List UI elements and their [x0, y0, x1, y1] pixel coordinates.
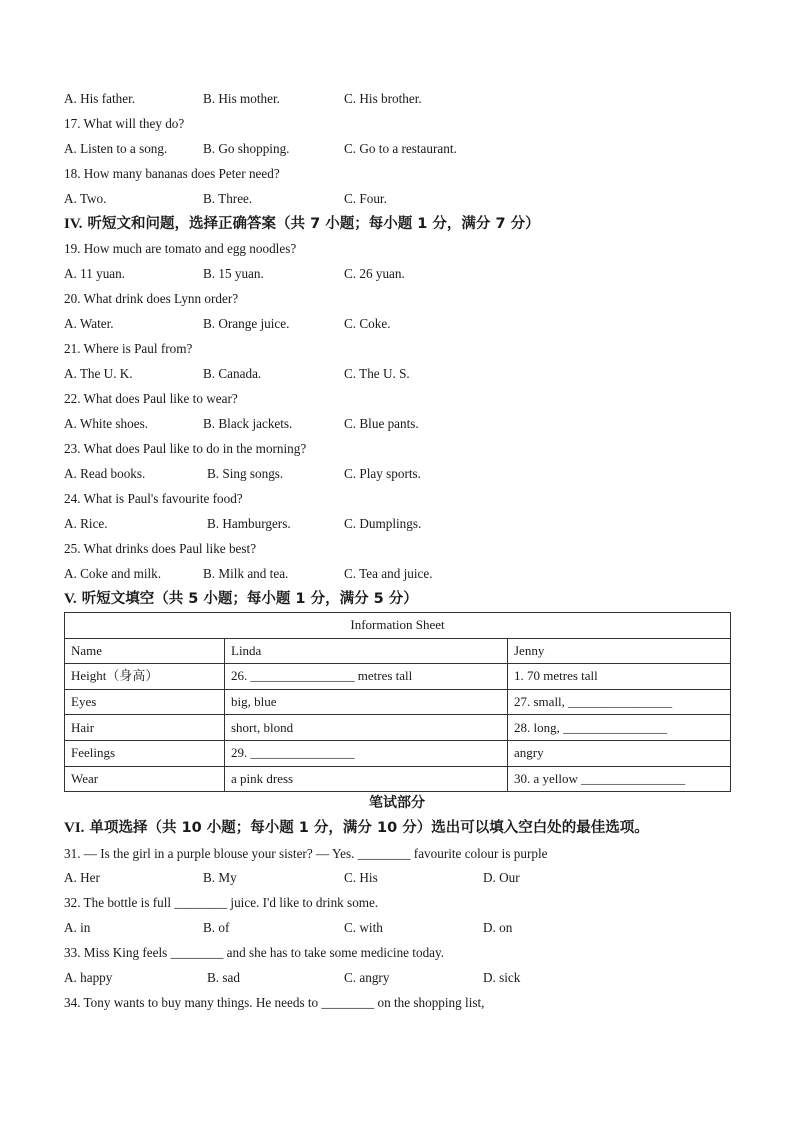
option-a: A. happy: [64, 970, 113, 985]
row-label: Feelings: [65, 740, 225, 766]
option-b: B. Three.: [203, 191, 253, 206]
q22-options: [64, 413, 744, 435]
option-c: C. Four.: [344, 191, 387, 206]
option-a: A. in: [64, 920, 91, 935]
q32-options: [64, 917, 744, 939]
q23-stem: 23. What does Paul like to do in the morning?: [64, 441, 307, 456]
table-cell: big, blue: [225, 689, 508, 715]
q21-stem: 21. Where is Paul from?: [64, 341, 193, 356]
header-cell: Jenny: [508, 638, 731, 664]
option-a: A. Listen to a song.: [64, 141, 168, 156]
table-caption-row: [65, 613, 731, 639]
q18-options: [64, 188, 744, 210]
q23-options: [64, 463, 744, 485]
option-a: A. Two.: [64, 191, 107, 206]
option-c: C. His brother.: [344, 91, 422, 106]
option-a: A. Her: [64, 870, 100, 885]
option-b: B. Canada.: [203, 366, 262, 381]
table-cell: 26. ________________ metres tall: [225, 664, 508, 690]
option-b: B. Hamburgers.: [207, 516, 291, 531]
table-row: [65, 689, 731, 715]
option-b: B. Orange juice.: [203, 316, 290, 331]
option-a: A. Coke and milk.: [64, 566, 162, 581]
table-cell: 28. long, ________________: [508, 715, 731, 741]
option-d: D. on: [483, 920, 513, 935]
option-a: A. 11 yuan.: [64, 266, 126, 281]
table-caption: Information Sheet: [65, 613, 731, 639]
q33-stem: 33. Miss King feels ________ and she has to take some medicine today.: [64, 945, 445, 960]
row-label: Hair: [65, 715, 225, 741]
section-6-title: 单项选择（共 10 小题；每小题 1 分，满分 10 分）选出可以填入空白处的最佳选项。: [84, 820, 649, 836]
table-header-row: [65, 638, 731, 664]
q17-options: [64, 138, 744, 160]
option-c: C. His: [344, 870, 378, 885]
section-5-title: 听短文填空（共 5 小题；每小题 1 分，满分 5 分）: [76, 591, 418, 607]
option-a: A. The U. K.: [64, 366, 133, 381]
section-6-heading: [64, 816, 744, 840]
written-part-title: 笔试部分: [369, 795, 425, 811]
q24-stem: 24. What is Paul's favourite food?: [64, 491, 243, 506]
table-cell: short, blond: [225, 715, 508, 741]
q16-options: [64, 88, 744, 110]
option-c: C. The U. S.: [344, 366, 410, 381]
q20-stem: 20. What drink does Lynn order?: [64, 291, 239, 306]
option-d: D. Our: [483, 870, 520, 885]
q18-stem: 18. How many bananas does Peter need?: [64, 166, 280, 181]
section-4-number: IV.: [64, 216, 83, 232]
table-cell: 1. 70 metres tall: [508, 664, 731, 690]
row-label: Eyes: [65, 689, 225, 715]
header-cell: Linda: [225, 638, 508, 664]
option-b: B. Black jackets.: [203, 416, 293, 431]
option-c: C. Coke.: [344, 316, 391, 331]
table-row: [65, 664, 731, 690]
header-cell: Name: [65, 638, 225, 664]
q33-options: [64, 967, 744, 989]
option-a: A. White shoes.: [64, 416, 148, 431]
option-b: B. sad: [207, 970, 240, 985]
q22-stem: 22. What does Paul like to wear?: [64, 391, 238, 406]
table-row: [65, 740, 731, 766]
table-cell: 27. small, ________________: [508, 689, 731, 715]
table-cell: a pink dress: [225, 766, 508, 792]
option-c: C. Tea and juice.: [344, 566, 433, 581]
section-6-number: VI.: [64, 820, 85, 836]
option-c: C. Dumplings.: [344, 516, 422, 531]
table-cell: 29. ________________: [225, 740, 508, 766]
table-row: [65, 715, 731, 741]
option-b: B. His mother.: [203, 91, 280, 106]
section-4-title: 听短文和问题，选择正确答案（共 7 小题；每小题 1 分，满分 7 分）: [82, 216, 540, 232]
section-5-number: V.: [64, 591, 77, 607]
row-label: Height（身高）: [65, 664, 225, 690]
option-b: B. Go shopping.: [203, 141, 290, 156]
option-c: C. Play sports.: [344, 466, 421, 481]
information-sheet-table: [64, 612, 731, 792]
table-cell: angry: [508, 740, 731, 766]
option-a: A. Read books.: [64, 466, 146, 481]
q24-options: [64, 513, 744, 535]
q21-options: [64, 363, 744, 385]
q32-stem: 32. The bottle is full ________ juice. I'd like to drink some.: [64, 895, 379, 910]
table-row: [65, 766, 731, 792]
option-a: A. His father.: [64, 91, 136, 106]
option-c: C. Go to a restaurant.: [344, 141, 457, 156]
option-b: B. Sing songs.: [207, 466, 284, 481]
option-b: B. Milk and tea.: [203, 566, 289, 581]
option-c: C. Blue pants.: [344, 416, 419, 431]
option-a: A. Water.: [64, 316, 114, 331]
option-b: B. 15 yuan.: [203, 266, 264, 281]
q19-options: [64, 263, 744, 285]
row-label: Wear: [65, 766, 225, 792]
q25-stem: 25. What drinks does Paul like best?: [64, 541, 257, 556]
option-d: D. sick: [483, 970, 521, 985]
table-cell: 30. a yellow ________________: [508, 766, 731, 792]
q17-stem: 17. What will they do?: [64, 116, 185, 131]
option-b: B. My: [203, 870, 237, 885]
section-4-heading: [64, 212, 744, 236]
q31-stem: 31. — Is the girl in a purple blouse your sister? — Yes. ________ favourite colour is purple: [64, 846, 548, 861]
option-c: C. angry: [344, 970, 390, 985]
section-5-heading: [64, 587, 744, 611]
q19-stem: 19. How much are tomato and egg noodles?: [64, 241, 297, 256]
option-a: A. Rice.: [64, 516, 108, 531]
q31-options: [64, 867, 744, 889]
q34-stem: 34. Tony wants to buy many things. He needs to ________ on the shopping list,: [64, 995, 485, 1010]
q20-options: [64, 313, 744, 335]
option-c: C. 26 yuan.: [344, 266, 405, 281]
option-c: C. with: [344, 920, 383, 935]
q25-options: [64, 563, 744, 585]
option-b: B. of: [203, 920, 230, 935]
